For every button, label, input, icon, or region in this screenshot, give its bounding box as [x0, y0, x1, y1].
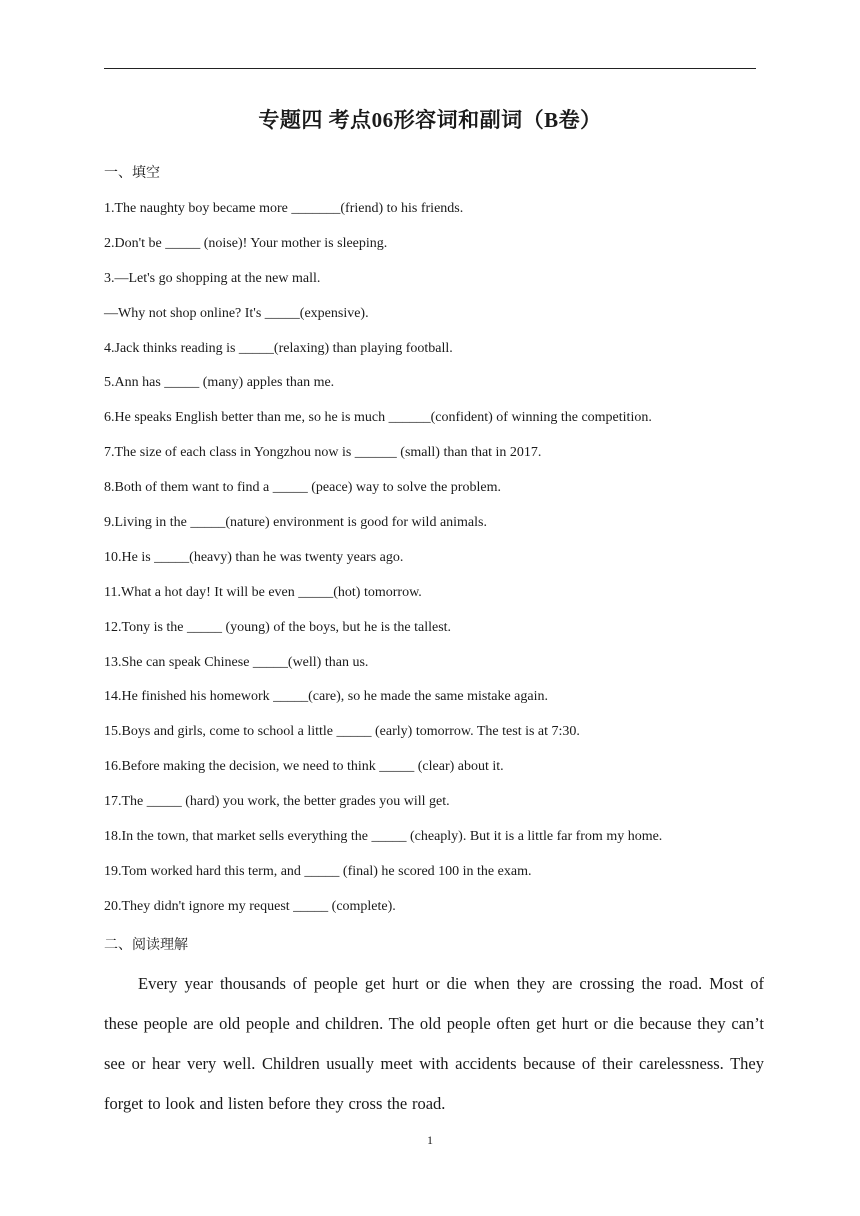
question-item: 16.Before making the decision, we need to think _____ (clear) about it.: [104, 759, 504, 775]
question-item: 6.He speaks English better than me, so he is much ______(confident) of winning the competition.: [104, 410, 652, 426]
question-item: 14.He finished his homework _____(care), so he made the same mistake again.: [104, 689, 548, 705]
section-heading-fill-blank: 一、填空: [104, 166, 160, 181]
section-heading-reading: 二、阅读理解: [104, 938, 188, 953]
question-item: 9.Living in the _____(nature) environment is good for wild animals.: [104, 515, 487, 531]
question-item: —Why not shop online? It's _____(expensive).: [104, 305, 369, 321]
question-item: 13.She can speak Chinese _____(well) than us.: [104, 654, 369, 670]
header-rule: [104, 68, 756, 69]
page-number: 1: [427, 1133, 433, 1147]
question-item: 3.—Let's go shopping at the new mall.: [104, 270, 321, 286]
question-item: 10.He is _____(heavy) than he was twenty years ago.: [104, 549, 404, 565]
question-item: 2.Don't be _____ (noise)! Your mother is sleeping.: [104, 235, 388, 251]
question-item: 12.Tony is the _____ (young) of the boys, but he is the tallest.: [104, 619, 452, 635]
question-item: 15.Boys and girls, come to school a little _____ (early) tomorrow. The test is at 7:30.: [104, 724, 580, 740]
question-item: 5.Ann has _____ (many) apples than me.: [104, 375, 335, 391]
question-list: [104, 198, 784, 931]
reading-passage: Every year thousands of people get hurt or die when they are crossing the road. Most of these people are old people and children. The old people often get hurt or die because they can’t see or hear very well. Children usually meet with accidents because of their carelessness. They forget to look and listen before they cross the road.: [104, 974, 764, 1113]
question-item: 11.What a hot day! It will be even _____(hot) tomorrow.: [104, 584, 422, 600]
page-title: 专题四 考点06形容词和副词（B卷）: [258, 108, 602, 132]
question-item: 17.The _____ (hard) you work, the better grades you will get.: [104, 794, 450, 810]
question-item: 18.In the town, that market sells everything the _____ (cheaply). But it is a little far from my home.: [104, 829, 663, 845]
question-item: 1.The naughty boy became more _______(friend) to his friends.: [104, 201, 464, 216]
question-item: 7.The size of each class in Yongzhou now is ______ (small) than that in 2017.: [104, 445, 542, 461]
question-item: 20.They didn't ignore my request _____ (complete).: [104, 898, 396, 914]
question-item: 19.Tom worked hard this term, and _____ (final) he scored 100 in the exam.: [104, 863, 532, 879]
question-item: 8.Both of them want to find a _____ (peace) way to solve the problem.: [104, 480, 501, 496]
question-item: 4.Jack thinks reading is _____(relaxing) than playing football.: [104, 340, 453, 356]
